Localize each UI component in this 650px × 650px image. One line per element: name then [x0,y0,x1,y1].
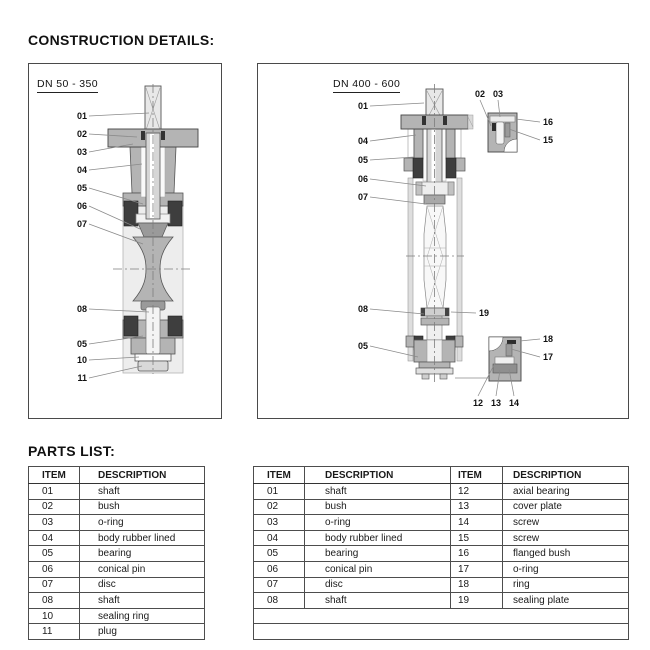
table-row [254,561,629,577]
diagram-panel-dn50-350 [28,63,222,419]
table-cell: bearing [80,546,205,562]
callout-08: 08 [76,304,87,314]
table-row [29,608,205,624]
table-cell: 03 [29,515,80,531]
diagram-panel-dn400-600 [257,63,629,419]
callout-05b: 05 [76,339,87,349]
table-cell: body rubber lined [305,530,451,546]
table-row [29,546,205,562]
callout-06: 06 [357,174,368,184]
callout-07: 07 [76,219,87,229]
table-row [254,624,629,640]
table-cell: 16 [451,546,503,562]
table-row [29,484,205,500]
column-header: ITEM [451,467,503,484]
callout-17: 17 [543,352,554,362]
callout-07: 07 [357,192,368,202]
table-cell: conical pin [80,561,205,577]
empty-cell [254,624,629,640]
table-cell: 05 [29,546,80,562]
table-cell: bearing [305,546,451,562]
table-cell: 14 [451,515,503,531]
table-cell: plug [80,624,205,640]
table-cell: 08 [254,593,305,609]
table-cell: 04 [29,530,80,546]
callout-04: 04 [76,165,87,175]
table-cell: o-ring [80,515,205,531]
table-cell: axial bearing [503,484,629,500]
table-cell: disc [305,577,451,593]
callout-13: 13 [490,398,502,408]
table-row [254,484,629,500]
callout-03: 03 [492,89,504,99]
table-cell: cover plate [503,499,629,515]
table-row [29,515,205,531]
disc-shape [424,206,446,308]
callout-02: 02 [474,89,486,99]
callout-16: 16 [543,117,554,127]
top-detail-inset [488,113,517,152]
table-cell: 01 [29,484,80,500]
callout-12: 12 [472,398,484,408]
table-cell: bush [305,499,451,515]
callout-05b: 05 [357,341,368,351]
table-row [29,624,205,640]
callout-08: 08 [357,304,368,314]
table-cell: 07 [254,577,305,593]
table-cell: 12 [451,484,503,500]
table-cell: 04 [254,530,305,546]
table-row [254,593,629,609]
callout-19: 19 [479,308,490,318]
diagram-label-dn400-600: DN 400 - 600 [333,78,400,93]
table-cell: 17 [451,561,503,577]
table-cell: 19 [451,593,503,609]
diagram-label-dn50-350: DN 50 - 350 [37,78,98,93]
top-flange [401,115,473,129]
parts-table-right [253,466,629,640]
table-cell: 15 [451,530,503,546]
table-cell: bush [80,499,205,515]
table-cell: 02 [29,499,80,515]
table-cell: shaft [305,484,451,500]
callout-14: 14 [508,398,520,408]
table-row [29,530,205,546]
table-cell: body rubber lined [80,530,205,546]
table-row [29,577,205,593]
table-row [29,499,205,515]
table-cell: 06 [29,561,80,577]
parts-table-left [28,466,205,640]
table-row [254,577,629,593]
table-cell: 08 [29,593,80,609]
table-cell: 10 [29,608,80,624]
table-cell: shaft [305,593,451,609]
table-row [29,561,205,577]
valve-cross-section-dn400-600 [258,64,628,418]
table-cell: disc [80,577,205,593]
table-cell: 11 [29,624,80,640]
callout-04: 04 [357,136,368,146]
callout-01: 01 [357,101,368,111]
table-cell: screw [503,530,629,546]
table-row [254,499,629,515]
table-cell: 07 [29,577,80,593]
callout-10: 10 [76,355,87,365]
header-row [254,467,629,484]
callout-01: 01 [76,111,87,121]
table-row [254,608,629,624]
table-row [254,530,629,546]
table-row [29,593,205,609]
valve-cross-section-dn50-350 [29,64,221,418]
table-cell: 13 [451,499,503,515]
callout-05: 05 [76,183,87,193]
header-row [29,467,205,484]
bottom-detail-inset [455,337,521,381]
column-header: ITEM [29,467,80,484]
table-cell: flanged bush [503,546,629,562]
callout-18: 18 [543,334,554,344]
table-cell: shaft [80,484,205,500]
table-cell: 06 [254,561,305,577]
empty-cell [254,608,629,624]
parts-list-heading: PARTS LIST: [28,443,116,459]
construction-details-heading: CONSTRUCTION DETAILS: [28,32,215,48]
table-cell: 02 [254,499,305,515]
column-header: ITEM [254,467,305,484]
table-cell: conical pin [305,561,451,577]
callout-15: 15 [543,135,554,145]
table-cell: 18 [451,577,503,593]
table-cell: sealing ring [80,608,205,624]
callout-02: 02 [76,129,87,139]
table-row [254,515,629,531]
callouts [77,111,87,383]
table-cell: o-ring [305,515,451,531]
table-cell: 01 [254,484,305,500]
table-cell: screw [503,515,629,531]
table-cell: o-ring [503,561,629,577]
column-header: DESCRIPTION [305,467,451,484]
table-row [254,546,629,562]
callout-11: 11 [77,373,87,383]
table-cell: sealing plate [503,593,629,609]
table-cell: 03 [254,515,305,531]
callout-05: 05 [357,155,368,165]
callout-03: 03 [76,147,87,157]
column-header: DESCRIPTION [80,467,205,484]
callout-06: 06 [76,201,87,211]
column-header: DESCRIPTION [503,467,629,484]
table-cell: shaft [80,593,205,609]
table-cell: 05 [254,546,305,562]
table-cell: ring [503,577,629,593]
